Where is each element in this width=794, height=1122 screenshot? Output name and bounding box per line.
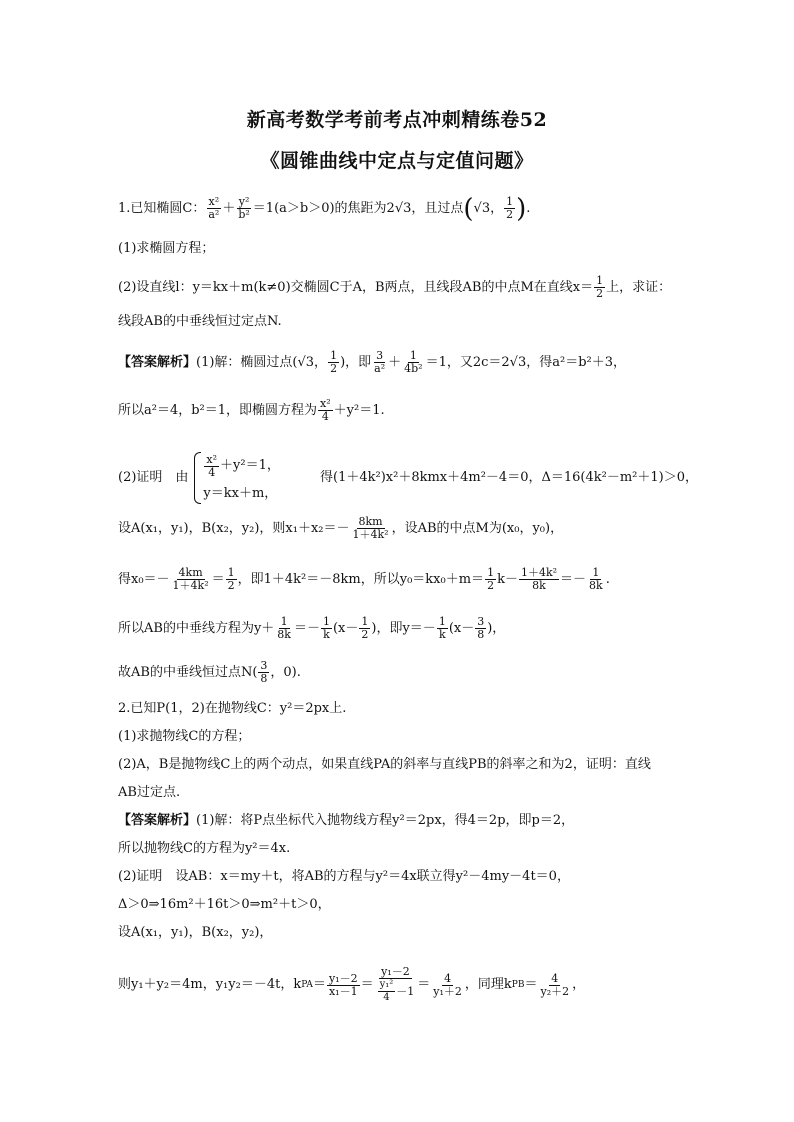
q2-part1: (1)求抛物线C的方程； [118, 729, 251, 744]
q1-proof-line4: 所以AB的中垂线方程为y＋ $\frac{1}{8k}$ ＝－ $\frac{1}{k}$ (x－ $\frac{1}{2}$ )，即y＝－ $\frac{1}{k}$ (x－ $\frac{3}{8}$ )， [118, 615, 506, 641]
fraction: $\frac{1}{2}$ [596, 274, 604, 300]
fraction: $\frac{1}{2}$ [361, 615, 369, 641]
fraction: $\frac{3}{\text{a²}}$ [374, 349, 386, 375]
fraction: $\frac{1}{2}$ [227, 566, 235, 592]
q2-proof-line3: 设A(x₁，y₁)，B(x₂，y₂)， [118, 925, 273, 940]
fraction: y₁－2 $\frac{\text{y₁²}}{4}$ －1 [379, 965, 415, 1003]
fraction: $\frac{1}{8k}$ [277, 615, 291, 641]
q1-part2: (2)设直线l：y＝kx＋m(k≠0)交椭圆C于A，B两点，且线段AB的中点M在直线x＝ $\frac{1}{2}$ 上，求证： [118, 274, 672, 300]
fraction: $\frac{\text{x²}}{4}$ [320, 397, 331, 423]
answer-label: 【答案解析】 [118, 813, 197, 828]
q2-answer-line2: 所以抛物线C的方程为y²＝4x. [118, 841, 291, 856]
fraction: $\frac{1}{\text{4b²}}$ [404, 349, 423, 375]
fraction: $\frac{4}{\text{y₂＋2}}$ [540, 971, 570, 998]
q1-part1: (1)求椭圆方程； [118, 241, 215, 256]
fraction: $\frac{1}{k}$ [438, 615, 446, 641]
fraction: $\frac{\text{x²}}{4}$ [206, 452, 218, 479]
fraction: $\frac{1}{2}$ [330, 349, 338, 375]
q1-part2-cont: 线段AB的中垂线恒过定点N. [118, 314, 282, 329]
q1-proof-line3: 得x₀＝－ $\frac{4km}{\text{1＋4k²}}$ ＝ $\frac{1}{2}$ ，即1＋4k²＝－8km，所以y₀＝kx₀＋m＝ $\frac{1}{2}$ k－ $\frac{\text{1＋4k²}}{8k}$ ＝－ $\frac{1}{8k}$ . [118, 566, 610, 592]
q2-answer-line1: 【答案解析】 (1)解：将P点坐标代入抛物线方程y²＝2px，得4＝2p，即p＝2， [118, 813, 575, 828]
equation-system: $\frac{\text{x²}}{4}$ ＋y²＝1， y＝kx＋m， [194, 452, 279, 504]
q2-proof-line1: (2)证明 设AB：x＝my＋t，将AB的方程与y²＝4x联立得y²－4my－4t＝0， [118, 869, 570, 884]
fraction: $\frac{3}{8}$ [260, 659, 268, 685]
fraction: $\frac{1}{k}$ [322, 615, 330, 641]
fraction: $\frac{1}{8k}$ [589, 566, 603, 592]
fraction: $\frac{1}{2}$ [506, 195, 514, 221]
q1-proof-line2: 设A(x₁，y₁)，B(x₂，y₂)，则x₁＋x₂＝－ $\frac{8km}{\text{1＋4k²}}$ ，设AB的中点M为(x₀，y₀)， [118, 515, 564, 541]
q1-answer-line1: 【答案解析】 (1)解：椭圆过点(√3， $\frac{1}{2}$ )，即 $\frac{3}{\text{a²}}$ ＋ $\frac{1}{\text{4b²}}$ ＝1，又2c＝2√3，得a²＝b²＋3， [118, 349, 626, 375]
fraction: $\frac{4}{\text{y₁＋2}}$ [433, 971, 462, 998]
page-subtitle: 《圆锥曲线中定点与定值问题》 [260, 150, 534, 172]
answer-label: 【答案解析】 [118, 354, 197, 370]
fraction: $\frac{8km}{\text{1＋4k²}}$ [352, 515, 389, 541]
fraction: $\frac{4km}{\text{1＋4k²}}$ [172, 566, 209, 592]
fraction: $\frac{1}{2}$ [487, 566, 495, 592]
fraction: $\frac{\text{x²}}{\text{a²}}$ [208, 195, 220, 221]
fraction: $\frac{\text{y²}}{\text{b²}}$ [238, 195, 250, 221]
page-title: 新高考数学考前考点冲刺精练卷52 [246, 109, 548, 131]
q1-proof-line5: 故AB的中垂线恒过点N( $\frac{3}{8}$ ，0). [118, 659, 301, 685]
fraction: $\frac{\text{1＋4k²}}{8k}$ [520, 566, 558, 592]
q2-part2: (2)A，B是抛物线C上的两个动点，如果直线PA的斜率与直线PB的斜率之和为2，证明：直线 [118, 757, 651, 772]
q2-proof-line2: Δ＞0⇒16m²＋16t＞0⇒m²＋t＞0， [118, 897, 331, 912]
q1-proof-line1: (2)证明 由 $\frac{\text{x²}}{4}$ ＋y²＝1， y＝kx＋m， 得(1＋4k²)x²＋8kmx＋4m²－4＝0，Δ＝16(4k²－m²＋1)＞0， [118, 452, 698, 504]
fraction: $\frac{\text{y₁－2}}{\text{x₁－1}}$ [328, 971, 358, 998]
q1-stem: 1.已知椭圆C： $\frac{\text{x²}}{\text{a²}}$ ＋ $\frac{\text{y²}}{\text{b²}}$ ＝1(a＞b＞0)的焦距为2√3，且过点 ( √3 ， $\frac{1}{2}$ ) . [118, 193, 531, 224]
q2-part2-cont: AB过定点. [118, 785, 181, 800]
q2-proof-line4: 则y₁＋y₂＝4m，y₁y₂＝－4t，k PA ＝ $\frac{\text{y₁－2}}{\text{x₁－1}}$ ＝ y₁－2 $\frac{\text{y₁²}}{4}$ －1 ＝ $\frac{4}{\text{y₁＋2}}$ ，同理k PB ＝ $\frac{4}{\text{y₂＋2}}$ ， [118, 965, 586, 1003]
q2-stem: 2.已知P(1，2)在抛物线C：y²＝2px上. [118, 701, 347, 716]
q1-answer-line2: 所以a²＝4，b²＝1，即椭圆方程为 $\frac{\text{x²}}{4}$ ＋y²＝1. [118, 397, 385, 423]
fraction: $\frac{3}{8}$ [477, 615, 485, 641]
brace-icon [194, 452, 201, 504]
